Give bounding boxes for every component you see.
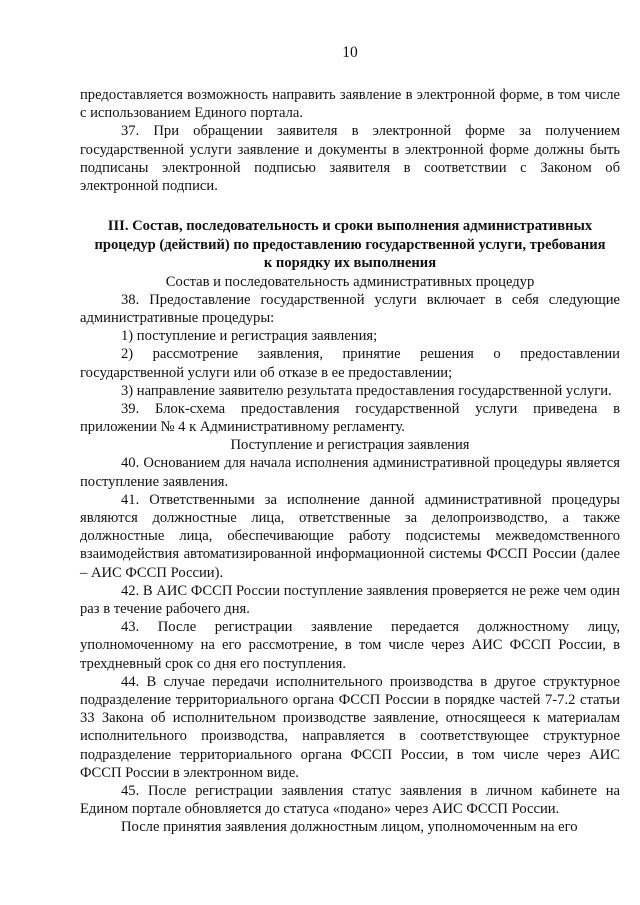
paragraph-41: 41. Ответственными за исполнение данной административной процедуры являются должностные лица, ответственные за делопроизводство, а также должностные лица, обеспечивающие работу подсистемы межведомственного взаимодействия автоматизированной информационной системы ФССП России (далее – АИС ФССП России).	[80, 491, 620, 581]
paragraph-38: 38. Предоставление государственной услуги включает в себя следующие административные процедуры:	[80, 291, 620, 326]
paragraph-37: 37. При обращении заявителя в электронной форме за получением государственной услуги заявление и документы в электронной форме должны быть подписаны электронной подписью заявителя в соответствии с Законом об электронной подписи.	[80, 123, 620, 195]
paragraph-39: 39. Блок-схема предоставления государственной услуги приведена в приложении № 4 к Административному регламенту.	[80, 400, 620, 436]
paragraph-continuation: предоставляется возможность направить заявление в электронной форме, в том числе с использованием Единого портала.	[80, 87, 620, 122]
list-item-1: 1) поступление и регистрация заявления;	[121, 328, 378, 345]
page-number: 10	[342, 44, 358, 61]
paragraph-46-start: После принятия заявления должностным лицом, уполномоченным на его	[121, 819, 578, 836]
document-page	[80, 0, 620, 905]
list-item-3: 3) направление заявителю результата предоставления государственной услуги.	[121, 382, 612, 399]
document-body	[80, 86, 620, 837]
paragraph-40: 40. Основанием для начала исполнения административной процедуры является поступление заявления.	[80, 455, 620, 490]
paragraph-43: 43. После регистрации заявление передается должностному лицу, уполномоченному на его рассмотрение, в том числе через АИС ФССП России, в трехдневный срок со дня его поступления.	[80, 619, 620, 672]
paragraph-44: 44. В случае передачи исполнительного производства в другое структурное подразделение территориального органа ФССП России в порядке частей 7-7.2 статьи 33 Закона об исполнительном производстве заявление, относящееся к материалам исполнительного производства, направляется в соответствующее структурное подразделение территориального органа ФССП России, в том числе через АИС ФССП России в электронном виде.	[80, 673, 620, 781]
section-title: III. Состав, последовательность и сроки выполнения административных процедур (действий) по предоставлению государственной услуги, требования к порядку их выполнения	[94, 218, 606, 272]
subsection-title-registration: Поступление и регистрация заявления	[230, 437, 470, 454]
paragraph-42: 42. В АИС ФССП России поступление заявления проверяется не реже чем один раз в течение рабочего дня.	[80, 582, 620, 617]
subsection-title-composition: Состав и последовательность административных процедур	[165, 273, 535, 290]
list-item-2: 2) рассмотрение заявления, принятие решения о предоставлении государственной услуги или об отказе в ее предоставлении;	[80, 346, 620, 381]
paragraph-45: 45. После регистрации заявления статус заявления в личном кабинете на Едином портале обновляется до статуса «подано» через АИС ФССП России.	[80, 783, 620, 818]
